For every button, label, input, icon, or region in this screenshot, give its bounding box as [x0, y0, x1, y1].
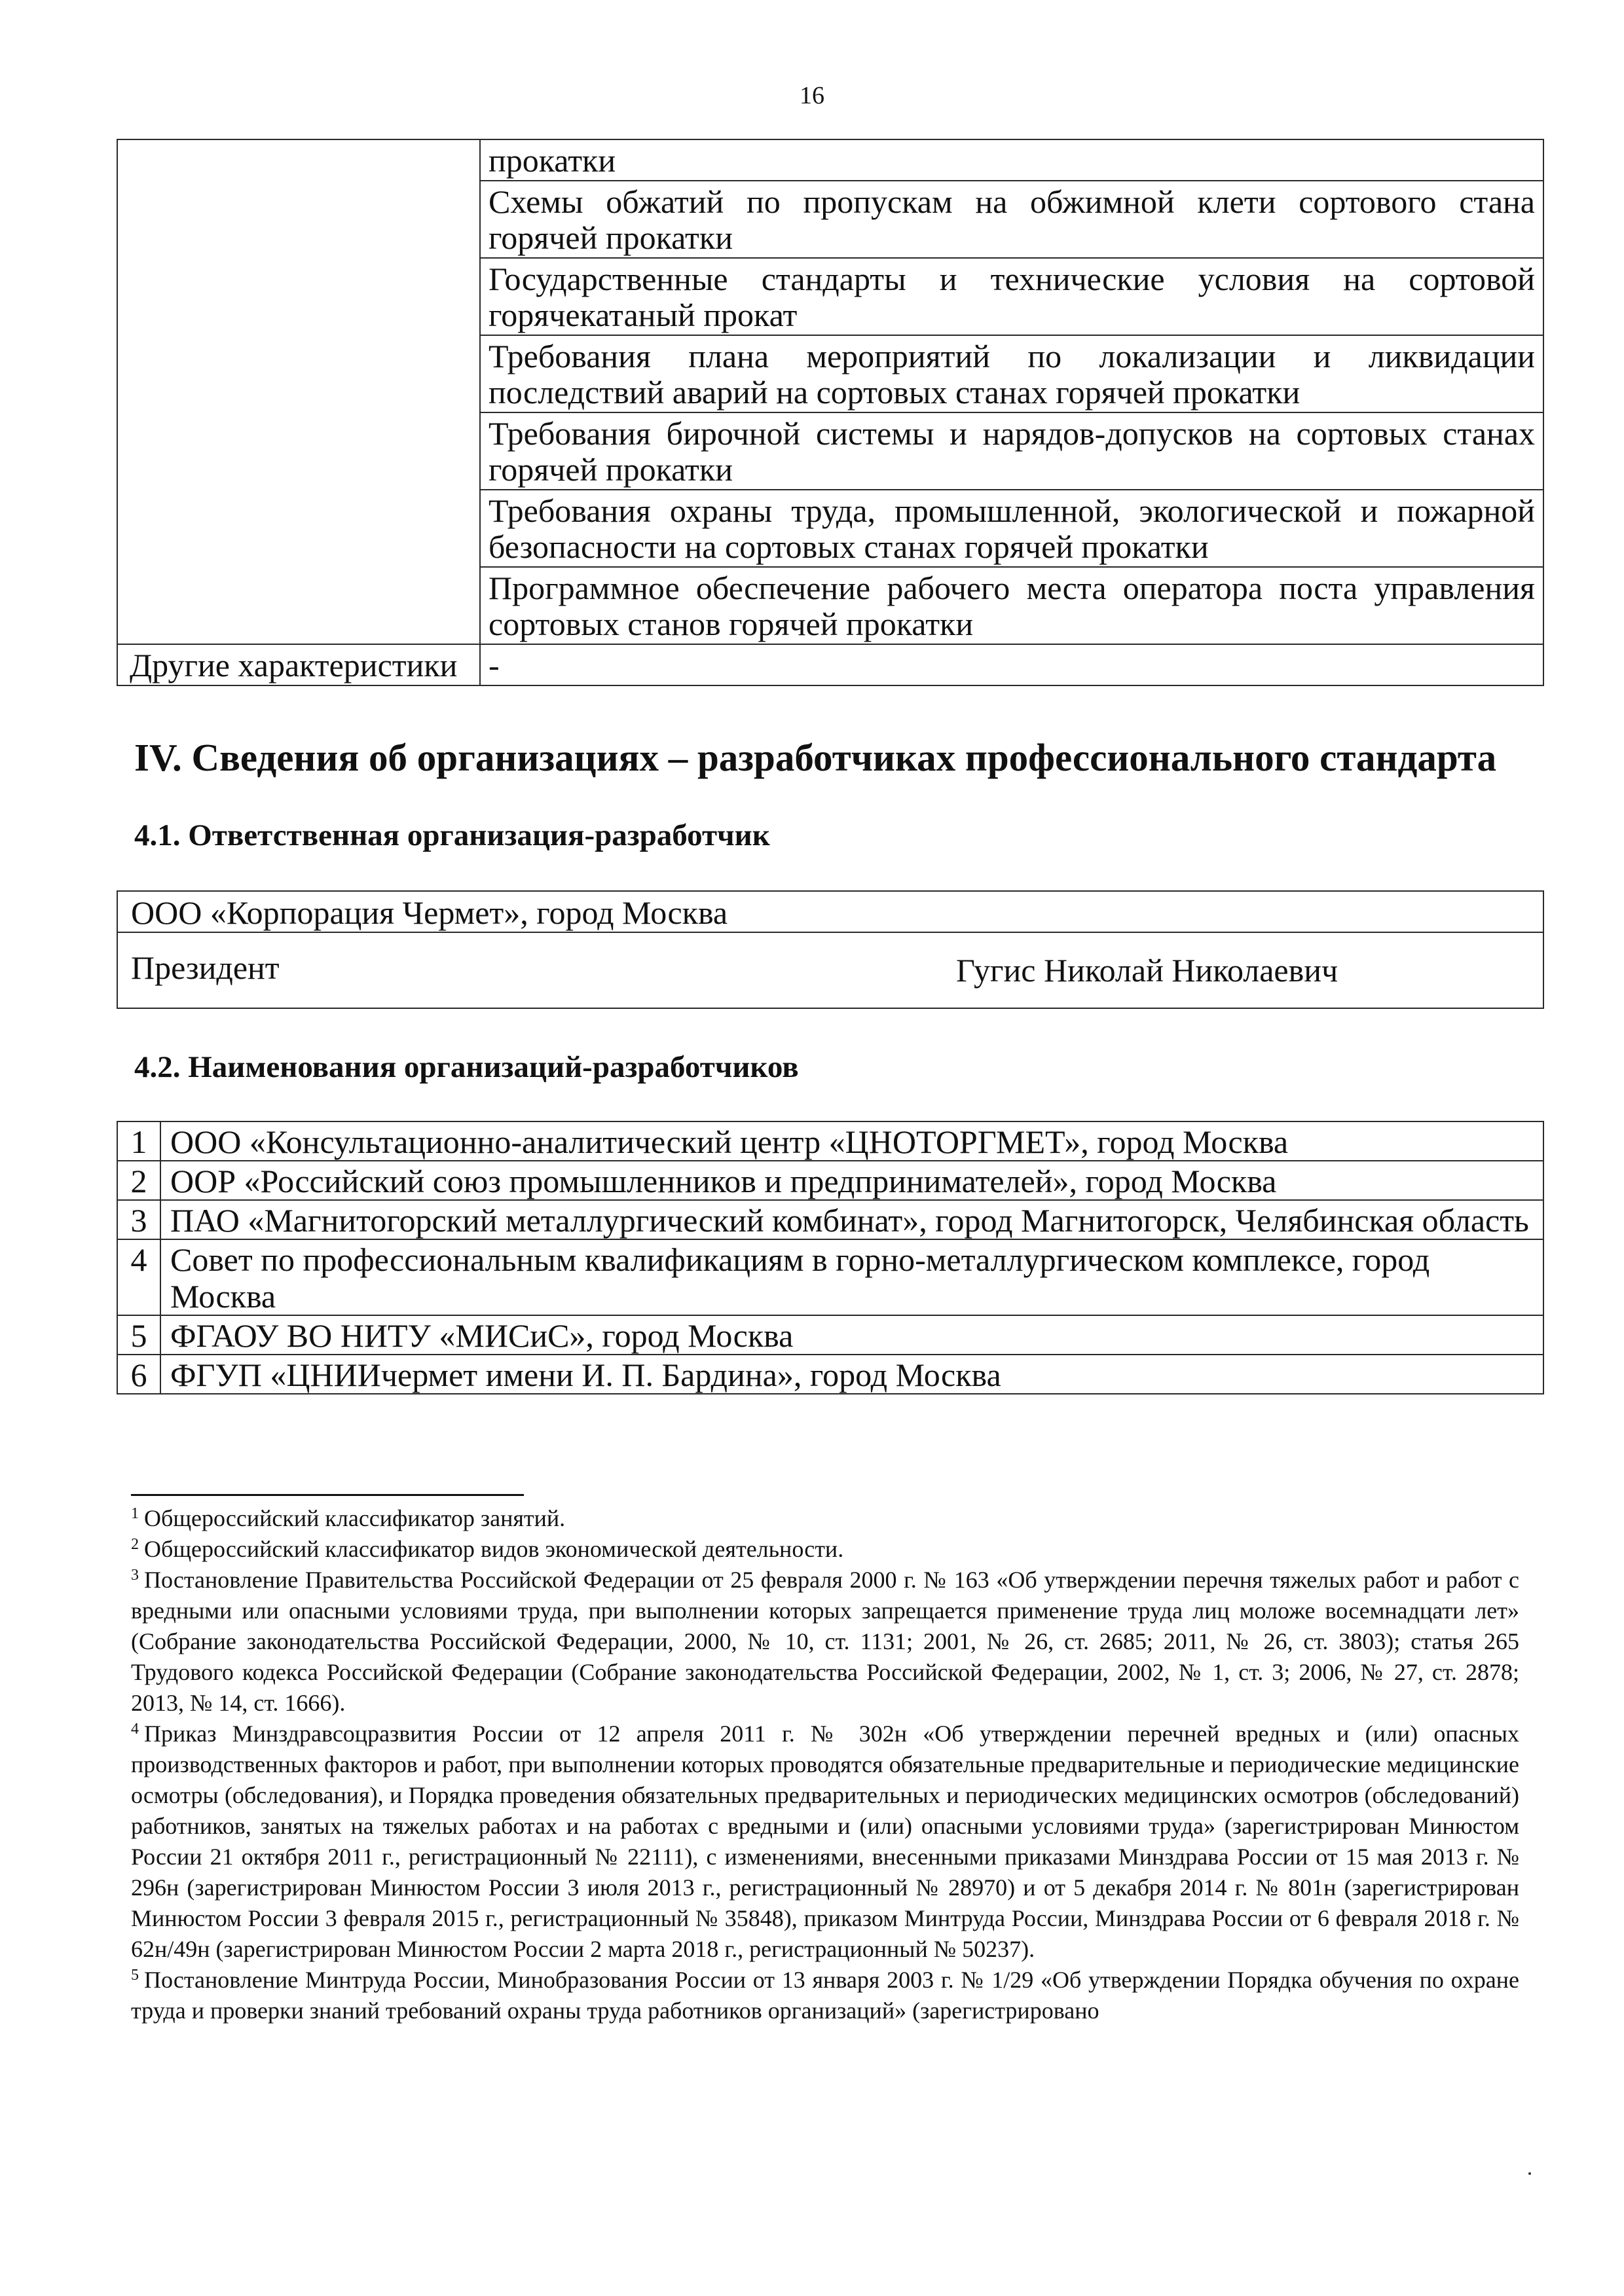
footnote-number: 5: [131, 1967, 139, 1984]
section-title: IV. Сведения об организациях – разработчиках профессионального стандарта: [134, 736, 1497, 779]
other-characteristics-label: Другие характеристики: [117, 644, 480, 685]
footnote-text: Постановление Правительства Российской Федерации от 25 февраля 2000 г. № 163 «Об утверждении перечня тяжелых работ и работ с вредными или опасными условиями труда, при выполнении которых запрещается применение труда лиц моложе восемнадцати лет» (Собрание законодательства Российской Федерации, 2000, № 10, ст. 1131; 2001, № 26, ст. 2685; 2011, № 26, ст. 3803); статья 265 Трудового кодекса Российской Федерации (Собрание законодательства Российской Федерации, 2002, № 1, ст. 3; 2006, № 27, ст. 2878; 2013, № 14, ст. 1666).: [131, 1567, 1519, 1716]
footnote-text: Общероссийский классификатор занятий.: [144, 1505, 566, 1531]
footnote-number: 4: [131, 1721, 139, 1738]
table-row: [117, 1200, 1543, 1239]
table-row: [117, 1315, 1543, 1355]
footnote: [131, 1565, 1519, 1719]
table-cell: Схемы обжатий по пропускам на обжимной клети сортового стана горячей прокатки: [480, 181, 1543, 258]
responsible-position: Президент: [131, 949, 280, 986]
org-name: ФГУП «ЦНИИчермет имени И. П. Бардина», город Москва: [160, 1355, 1543, 1394]
responsible-person: Гугис Николай Николаевич: [956, 952, 1338, 989]
table-row: [117, 644, 1543, 685]
table-cell: Требования бирочной системы и нарядов-допусков на сортовых станах горячей прокатки: [480, 412, 1543, 490]
org-name: ООР «Российский союз промышленников и предпринимателей», город Москва: [160, 1161, 1543, 1200]
org-name: Совет по профессиональным квалификациям в горно-металлургическом комплексе, город Москва: [160, 1239, 1543, 1315]
developer-orgs-table: [117, 1121, 1544, 1394]
footnote-separator: [131, 1494, 524, 1496]
table-cell: Требования охраны труда, промышленной, экологической и пожарной безопасности на сортовых станах горячей прокатки: [480, 490, 1543, 567]
table-cell: прокатки: [480, 139, 1543, 181]
table-row: [117, 139, 1543, 181]
org-name: ООО «Консультационно-аналитический центр «ЦНОТОРГМЕТ», город Москва: [160, 1121, 1543, 1161]
table-cell: Программное обеспечение рабочего места оператора поста управления сортовых станов горячей прокатки: [480, 567, 1543, 644]
row-number: 3: [117, 1200, 160, 1239]
footnote-text: Постановление Минтруда России, Минобразования России от 13 января 2003 г. № 1/29 «Об утверждении Порядка обучения по охране труда и проверки знаний требований охраны труда работников организаций» (зарегистрировано: [131, 1967, 1519, 2024]
table-row: [117, 1355, 1543, 1394]
footnote: [131, 1965, 1519, 2026]
footnote: [131, 1534, 1519, 1565]
org-name: ПАО «Магнитогорский металлургический комбинат», город Магнитогорск, Челябинская область: [160, 1200, 1543, 1239]
footnote: [131, 1503, 1519, 1534]
footnotes: [131, 1503, 1519, 2026]
row-number: 6: [117, 1355, 160, 1394]
row-number: 4: [117, 1239, 160, 1315]
footnote-number: 1: [131, 1505, 139, 1522]
table-row: [117, 1161, 1543, 1200]
footnote-number: 2: [131, 1536, 139, 1553]
footnote-text: Общероссийский классификатор видов экономической деятельности.: [144, 1536, 844, 1562]
org-name: ФГАОУ ВО НИТУ «МИСиС», город Москва: [160, 1315, 1543, 1355]
footnote: [131, 1719, 1519, 1965]
row-number: 2: [117, 1161, 160, 1200]
responsible-org-title: 4.1. Ответственная организация-разработчик: [134, 818, 770, 852]
row-number: 5: [117, 1315, 160, 1355]
characteristics-table: [117, 139, 1544, 686]
responsible-org-name: ООО «Корпорация Чермет», город Москва: [131, 894, 728, 931]
developer-orgs-title: 4.2. Наименования организаций-разработчиков: [134, 1050, 799, 1084]
row-number: 1: [117, 1121, 160, 1161]
table-cell: Требования плана мероприятий по локализации и ликвидации последствий аварий на сортовых станах горячей прокатки: [480, 335, 1543, 412]
scan-dot: [1528, 2172, 1531, 2175]
table-row: [117, 1121, 1543, 1161]
page-number: 16: [800, 82, 824, 109]
empty-label-cell: [117, 139, 480, 644]
other-characteristics-value: -: [480, 644, 1543, 685]
footnote-number: 3: [131, 1567, 139, 1584]
table-row: [117, 1239, 1543, 1315]
footnote-text: Приказ Минздравсоцразвития России от 12 апреля 2011 г. № 302н «Об утверждении перечней вредных и (или) опасных производственных факторов и работ, при выполнении которых проводятся обязательные предварительные и периодические медицинские осмотры (обследования), и Порядка проведения обязательных предварительных и периодических медицинских осмотров (обследований) работников, занятых на тяжелых работах и на работах с вредными и (или) опасными условиями труда» (зарегистрирован Минюстом России 21 октября 2011 г., регистрационный № 22111), с изменениями, внесенными приказами Минздрава России от 15 мая 2013 г. № 296н (зарегистрирован Минюстом России 3 июля 2013 г., регистрационный № 28970) и от 5 декабря 2014 г. № 801н (зарегистрирован Минюстом России 3 февраля 2015 г., регистрационный № 35848), приказом Минтруда России, Минздрава России от 6 февраля 2018 г. № 62н/49н (зарегистрирован Минюстом России 2 марта 2018 г., регистрационный № 50237).: [131, 1721, 1519, 1962]
table-cell: Государственные стандарты и технические условия на сортовой горячекатаный прокат: [480, 258, 1543, 335]
